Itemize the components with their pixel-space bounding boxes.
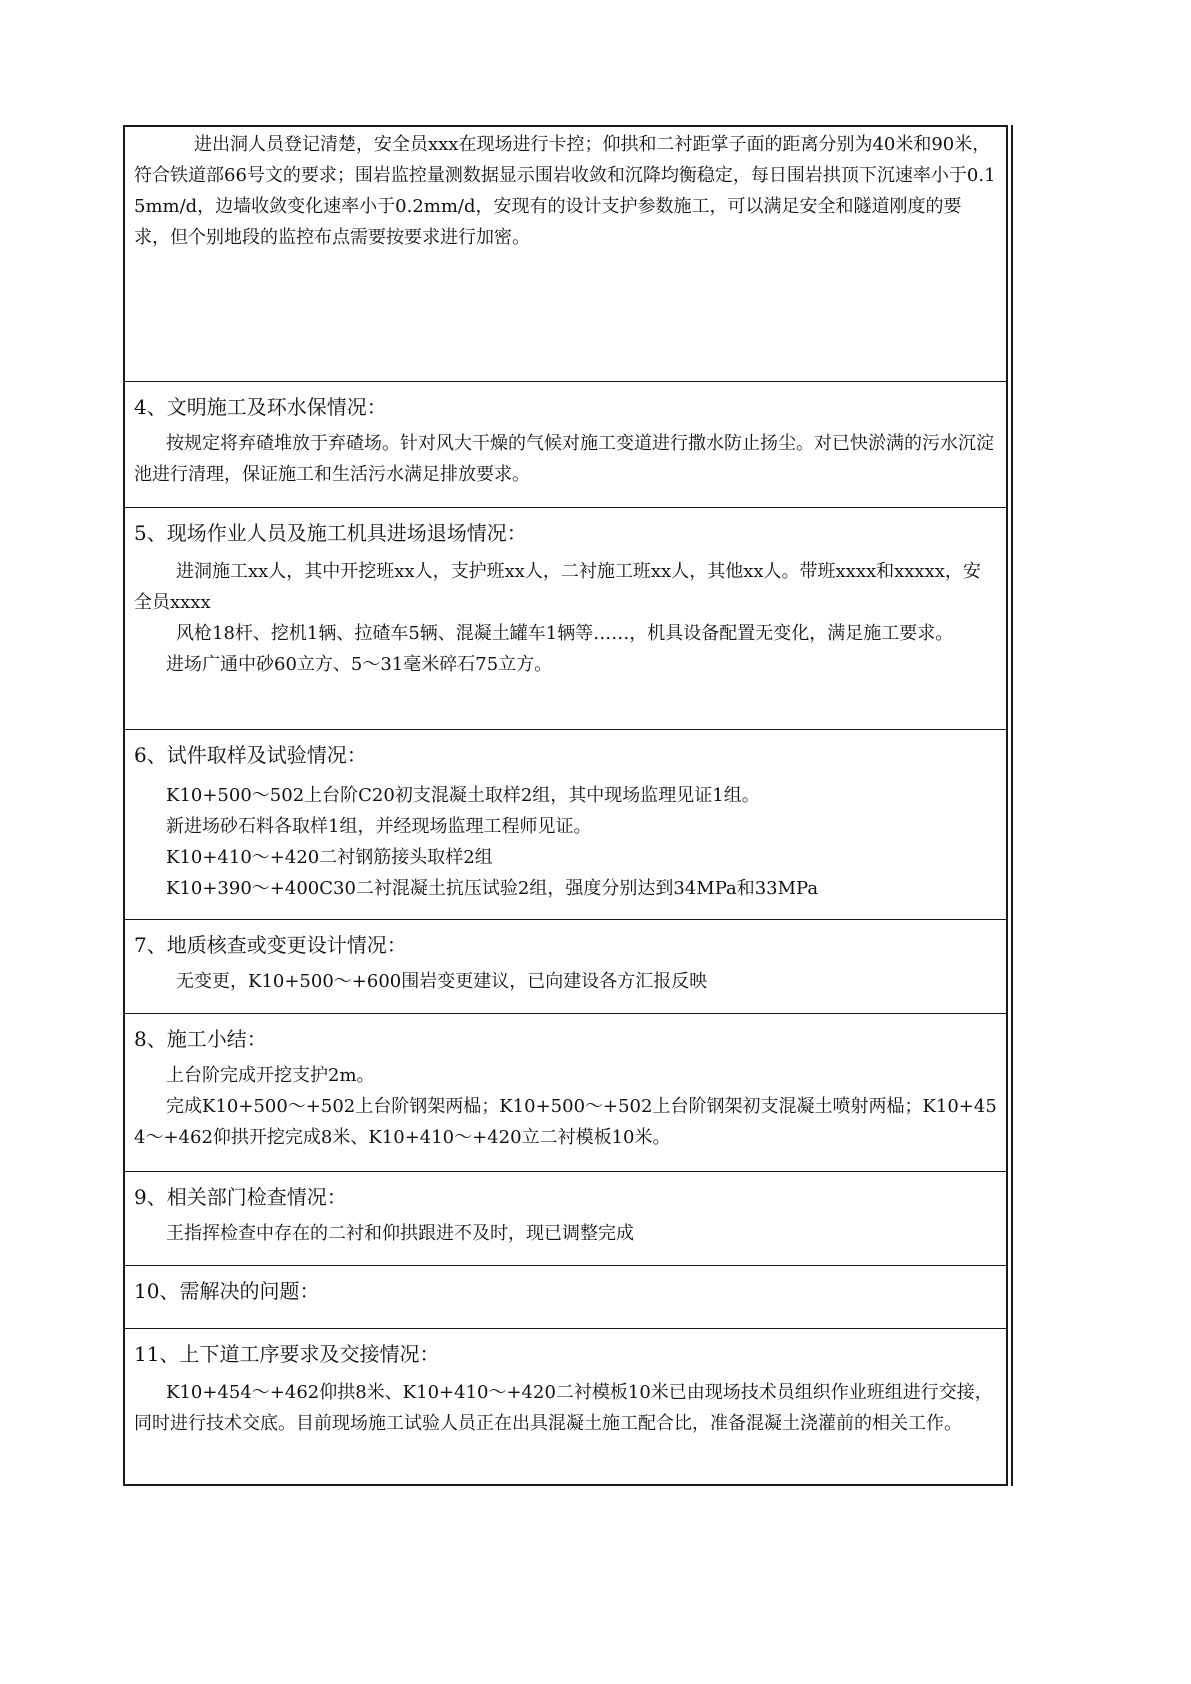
sampling-line: K10+390～+400C30二衬混凝土抗压试验2组，强度分别达到34MPa和33MPa: [166, 878, 819, 899]
civilized-construction-heading: 4、文明施工及环水保情况：: [134, 395, 387, 419]
geology-design-text: 无变更，K10+500～+600围岩变更建议，已向建设各方汇报反映: [176, 971, 708, 992]
construction-log-table: [123, 125, 1008, 1486]
section-process-handover: [125, 1328, 1006, 1484]
issues-heading: 10、需解决的问题：: [134, 1279, 320, 1303]
section-issues: [125, 1265, 1006, 1328]
section-geology-design: [125, 919, 1006, 1013]
process-handover-heading: 11、上下道工序要求及交接情况：: [134, 1342, 440, 1366]
summary-line: 完成K10+500～+502上台阶钢架两榀；K10+500～+502上台阶钢架初支混凝土喷射两榀；K10+454～+462仰拱开挖完成8米、K10+410～+420立二衬模板10米。: [134, 1096, 997, 1148]
civilized-construction-text: 按规定将弃碴堆放于弃碴场。针对风大干燥的气候对施工变道进行撒水防止扬尘。对已快淤满的污水沉淀池进行清理，保证施工和生活污水满足排放要求。: [134, 433, 994, 485]
section-civilized-construction: [125, 381, 1006, 507]
section-safety-monitoring: [125, 127, 1006, 381]
personnel-line: 进洞施工xx人，其中开挖班xx人，支护班xx人，二衬施工班xx人，其他xx人。带班xxxx和xxxxx，安全员xxxx: [134, 561, 981, 613]
section-sampling-testing: [125, 729, 1006, 919]
materials-line: 进场广通中砂60立方、5～31毫米碎石75立方。: [166, 654, 553, 675]
department-inspection-text: 王指挥检查中存在的二衬和仰拱跟进不及时，现已调整完成: [166, 1223, 634, 1244]
process-handover-text: K10+454～+462仰拱8米、K10+410～+420二衬模板10米已由现场技术员组织作业班组进行交接，同时进行技术交底。目前现场施工试验人员正在出具混凝土施工配合比，准备混凝土浇灌前的相关工作。: [134, 1382, 993, 1434]
personnel-equipment-heading: 5、现场作业人员及施工机具进场退场情况：: [134, 521, 527, 545]
construction-summary-heading: 8、施工小结：: [134, 1027, 267, 1051]
safety-monitoring-text: 进出洞人员登记清楚，安全员xxx在现场进行卡控；仰拱和二衬距掌子面的距离分别为40米和90米，符合铁道部66号文的要求；围岩监控量测数据显示围岩收敛和沉降均衡稳定，每日围岩拱顶下沉速率小于0.15mm/d，边墙收敛变化速率小于0.2mm/d，安现有的设计支护参数施工，可以满足安全和隧道刚度的要求，但个别地段的监控布点需要按要求进行加密。: [134, 134, 996, 248]
section-department-inspection: [125, 1171, 1006, 1265]
sampling-testing-heading: 6、试件取样及试验情况：: [134, 743, 367, 767]
department-inspection-heading: 9、相关部门检查情况：: [134, 1185, 347, 1209]
summary-line: 上台阶完成开挖支护2m。: [166, 1065, 375, 1086]
sampling-line: K10+500～502上台阶C20初支混凝土取样2组，其中现场监理见证1组。: [166, 785, 760, 806]
section-construction-summary: [125, 1013, 1006, 1171]
equipment-line: 风枪18杆、挖机1辆、拉碴车5辆、混凝土罐车1辆等……，机具设备配置无变化，满足施工要求。: [176, 623, 954, 644]
sampling-line: K10+410～+420二衬钢筋接头取样2组: [166, 847, 493, 868]
geology-design-heading: 7、地质核查或变更设计情况：: [134, 933, 407, 957]
sampling-line: 新进场砂石料各取样1组，并经现场监理工程师见证。: [166, 816, 592, 837]
section-personnel-equipment: [125, 507, 1006, 729]
